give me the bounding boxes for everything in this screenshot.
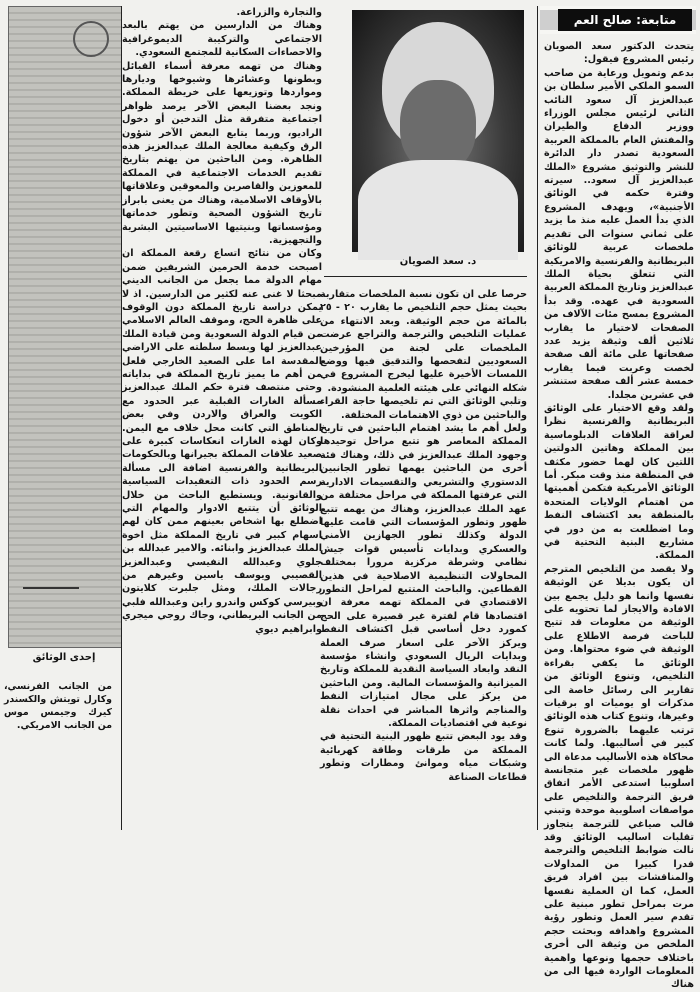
article-column-3 [122,6,322,830]
portrait-photo [352,10,524,252]
article-column-4 [4,680,112,750]
document-scan-image [8,6,122,648]
document-caption: إحدى الوثائق [32,652,96,663]
column-divider-right [537,6,538,830]
column-2-text: حرصا على ان تكون نسبة الملخصات متقاربة بحيث يمثل حجم التلخيص ما يقارب ٢٠ - ٢٥ بالمائة من حجم الوثيقة. وبعد الانتهاء من عمليات التلخيص والترجمة والتراجع عرضت الملخصات على لجنة من المؤرخين السعوديين لتفحصها والتدقيق فيها ووضع اللمسات الأخيرة عليها ليخرج المشروع في شكله النهائي على هيئته العلمية المنشودة. وتلبي الوثائق التي تم تلخيصها حاجة القراء والباحثين من ذوي الاهتمامات المختلفة. ولعل أهم ما يشد اهتمام الباحثين في تاريخ المملكة المعاصر هو تتبع مراحل توحيدها وجهود الملك عبدالعزيز في ذلك، وهناك فئة أخرى من الباحثين يهمها تطور الجانبين الدستوري والتشريعي والتقسيمات الادارية التي عرفتها المملكة في مراحل مختلفة من عهد الملك عبدالعزيز، وهناك من يهمه تتبع ظهور وتطور المؤسسات التي قامت عليها الدولة وكذلك تطور الجهازين الأمني والعسكري وبدايات تأسيس قوات جيش نظامي وشرطة مركزية مرورا بمختلف المحاولات التنظيمية الاصلاحية في هذين القطاعين. والباحث المتتبع لمراحل التطور الاقتصادي في المملكة تهمه معرفة ان اقتصادها قام لفترة غير قصيرة على الحج كمورد دخل أساسي قبل اكتشاف النفط ويركز الآخر على اسعار صرف العملة وبدايات الريال السعودي وانشاء مؤسسة النقد وابعاد السياسة النقدية للمملكة وتاريخ الميزانية والمؤسسات المالية. ومن الباحثين من يركز على مجال امتيازات النفط والمناجم واثرها المباشر في احداث نقلة نوعية في اقتصاديات المملكة. وقد يود البعض تتبع ظهور البنية التحتية في المملكة من طرقات وطاقة كهربائية وشبكات مياه وموانئ ومطارات وتطور قطاعات الصناعة [320,289,527,783]
header-label: متابعة: صالح العم [558,9,692,31]
photo-divider [324,276,527,277]
column-4-text: من الجانب الفرنسي، وكارل تويتش والكسندر كيرك وجيمس موس من الجانب الامريكي. [4,681,112,731]
body-shape [358,160,518,260]
article-column-2 [320,288,527,830]
article-column-1 [544,40,694,991]
column-divider-left [121,6,122,830]
document-stamp [73,21,109,57]
face-shape [400,80,476,172]
section-header [540,6,696,34]
column-1-text: يتحدث الدكتور سعد الصويان رئيس المشروع فيقول: بدعم وتمويل ورعاية من صاحب السمو الملكي الأمير سلطان بن عبدالعزيز آل سعود النائب الثاني لرئيس مجلس الوزراء ووزير الدفاع والطيران والمفتش العام بالمملكة العربية السعودية تصدر دار الدائرة للنشر والتوثيق مشروع «الملك عبدالعزيز آل سعود.. سيرته وفترة حكمه في الوثائق الأجنبية»، ويهدف المشروع الذي بدأ العمل عليه منذ ما يزيد على ثماني سنوات الى تقديم ملخصات عربية للوثائق البريطانية والفرنسية والامريكية التي تتعلق بحياة الملك عبدالعزيز وتاريخ المملكة العربية السعودية في عهده. وقد بدأ المشروع بمسح مئات الآلاف من الصفحات لاختيار ما يقارب ثلاثين ألف وثيقة يزيد عدد صفحاتها على مائة ألف صفحة لخصت وعربت فيما يقارب خمسة عشر ألف صفحة ستنشر في عشرين مجلدا. ولقد وقع الاختيار على الوثائق البريطانية والفرنسية نظرا لعراقة العلاقات الدبلوماسية بين المملكة وهاتين الدولتين اللتين كان لهما حضور مكثف في المنطقة منذ وقت مبكر. أما الوثائق الأمريكية فتكمن أهميتها من اهتمام الولايات المتحدة بالمنطقة بعد اكتشاف النفط وما اضطلعت به من دور في مشاريع البنية التحتية في المملكة. ولا يقصد من التلخيص المترجم ان يكون بديلا عن الوثيقة نفسها وانما هو دليل يجمع بين الافادة والايجاز لما تحتويه على الوثيقة من معلومات قد تتيح للباحث فرصة الاطلاع على الوثيقة في ضوء محتواها. ومن الوثائق ما يكفي بقراءة التلخيص، وتنوع الوثائق من تقارير الى رسائل خاصة الى مذكرات او يوميات او برقيات وغيرها، وتنوع كتاب هذه الوثائق ترتب عليهما بالضرورة تنوع كبير في أساليبها. ولما كانت محاكاة هذه الأساليب مدعاة الى ظهور ملخصات غير متجانسة اسلوبيا استدعى الأمر اتفاق فريق الترجمة والتلخيص على مواصفات اسلوبية موحدة وتبني قالب صياغي للترجمة يتجاوز تقلبات اساليب الوثائق وقد نالت ضوابط التلخيص والترجمة قدرا كبيرا من المداولات والمناقشات بين افراد فريق العمل، كما ان العملية نفسها مرت بمراحل تطور مبنية على تقدم سير العمل وتطور رؤية المشروع واهدافه وبحثت حجم الملخص من وثيقة الى أخرى باختلاف حجمها ونوعها واهمية المعلومات الواردة فيها الى من هناك [544,41,694,991]
document-signature [23,567,79,589]
column-3-text: والتجارة والزراعة. وهناك من الدارسين من يهتم بالبعد الاجتماعي والتركيبة الديموغرافية والاحصاءات السكانية للمجتمع السعودي. وهناك من تهمه معرفة أسماء القبائل وبطونها وعشائرها وشيوخها وديارها ومواردها وتوزيعها على خريطة المملكة. ونجد بعضنا البعض الآخر يرصد ظواهر اجتماعية متفرقة مثل التدخين أو دخول الراديو، وربما يتابع البعض الآخر شؤون الرق وكيفية معالجة الملك عبدالعزيز هذه الظاهرة. ومن الباحثين من يهتم بتاريخ تقديم الخدمات الاجتماعية في المملكة للمعوزين والقاصرين والمعوقين وعلاقاتها بالأوقاف الاسلامية، وهناك من يعنى بابراز تاريخ الشؤون الصحية وتطور خدماتها ومؤسساتها وبنيتيها الاساسيتين البشرية والتجهيزية. وكان من نتائج اتساع رقعة المملكة ان اصبحت خدمة الحرمين الشريفين ضمن مهام الدولة مما يجعل من الجانب الديني مبحثا لا غنى عنه لكثير من الدارسين. اذ لا يمكن دراسة تاريخ المملكة دون الوقوف على ظاهرة الحج، وموقف العالم الاسلامي من قيام الدولة السعودية ومن قيادة الملك عبدالعزيز لها وبسط سلطته على الاراضي المقدسة اما على الصعيد الخارجي فلعل من أهم ما يميز تاريخ المملكة في بداياته وحتى منتصف فترة حكم الملك عبدالعزيز مسألة الغارات القبلية عبر الحدود مع الكويت والعراق والاردن وفي بعض المناطق التي كانت محل خلاف مع اليمن. وكان لهذه الغارات انعكاسات كبيرة على صعيد علاقات المملكة بجيرانها وبالحكومات البريطانية والفرنسية اضافة الى مسألة رسم الحدود ذات التعقيدات السياسية والقانونية. ويستطيع الباحث من خلال الوثائق أن يتتبع الادوار والمهام التي اضطلع بها اشخاص بعينهم ممن كان لهم اسهام كبير في تاريخ المملكة مثل اخوة الملك عبدالعزيز وابنائه. والامير عبدالله بن جلوي وعبدالله النفيسي وعبدالعزيز القصيبي ويوسف ياسين وغيرهم من رجالات الملك، ومثل جلبرت كلايتون وبيرسي كوكس واندرو راين وعبدالله فلبي من الجانب البريطاني، وجاك روجي ميجري وابراهيم ديوي [122,7,322,635]
photo-caption: د. سعد الصويان [399,256,477,267]
